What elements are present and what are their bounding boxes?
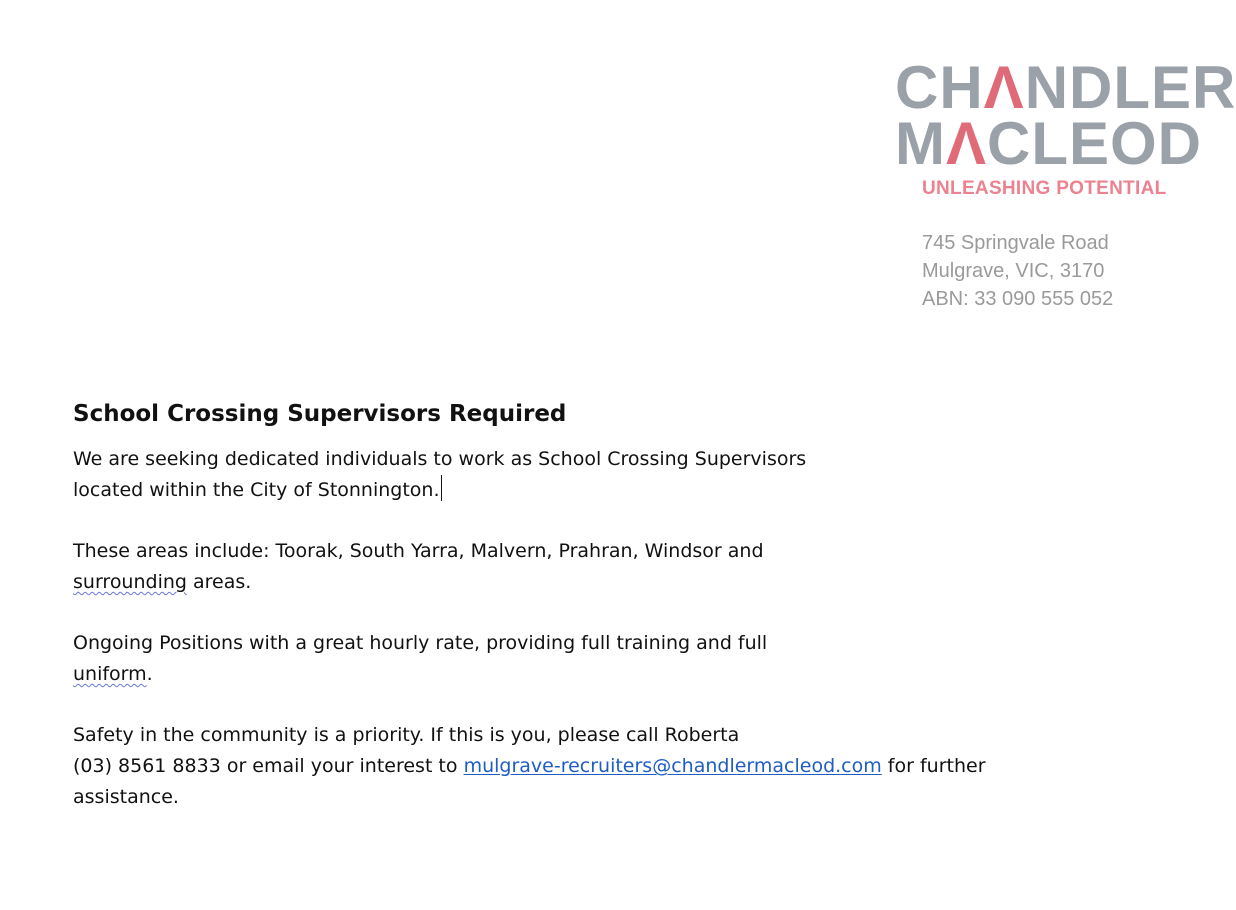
paragraph-line: [73, 567, 1113, 598]
paragraph-text: areas.: [186, 571, 252, 593]
letter-body[interactable]: [73, 394, 1113, 843]
logo-accent-chevron: Λ: [945, 110, 988, 177]
text-cursor: [441, 475, 442, 501]
logo-text: CH: [895, 54, 984, 121]
paragraph-text: (03) 8561 8833 or email your interest to: [73, 755, 464, 777]
logo-text: NDLER: [1024, 54, 1236, 121]
email-link[interactable]: mulgrave-recruiters@chandlermacleod.com: [463, 755, 882, 777]
logo-text: M: [895, 110, 946, 177]
logo-accent-chevron: Λ: [983, 54, 1025, 121]
address-city: Mulgrave, VIC, 3170: [922, 260, 1105, 282]
paragraph-line: [73, 659, 1113, 690]
address-abn: ABN: 33 090 555 052: [922, 288, 1114, 310]
paragraph-line: Ongoing Positions with a great hourly rate, providing full training and full: [73, 632, 768, 654]
paragraph-text: .: [146, 663, 153, 685]
paragraph-line: We are seeking dedicated individuals to work as School Crossing Supervisors: [73, 448, 807, 470]
paragraph-text: for further: [881, 755, 986, 777]
company-logo: [895, 54, 1236, 200]
paragraph-line: [73, 475, 1113, 506]
logo-line-macleod: [895, 110, 1203, 177]
paragraph-intro: [73, 444, 1113, 506]
document-title: School Crossing Supervisors Required: [73, 401, 567, 427]
logo-tagline: UNLEASHING POTENTIAL: [922, 178, 1167, 199]
logo-line-chandler: [895, 54, 1236, 121]
paragraph-line: assistance.: [73, 786, 179, 808]
address-street: 745 Springvale Road: [922, 232, 1109, 254]
paragraph-positions: [73, 628, 1113, 690]
paragraph-line: These areas include: Toorak, South Yarra, Malvern, Prahran, Windsor and: [73, 540, 764, 562]
paragraph-contact: [73, 720, 1113, 813]
logo-text: CLEOD: [987, 110, 1203, 177]
paragraph-line: [73, 751, 1113, 782]
spellcheck-word[interactable]: uniform: [73, 663, 147, 685]
paragraph-text: located within the City of Stonnington.: [73, 479, 440, 501]
company-address: [922, 229, 1113, 313]
paragraph-line: Safety in the community is a priority. If this is you, please call Roberta: [73, 724, 740, 746]
paragraph-areas: [73, 536, 1113, 598]
spellcheck-word[interactable]: surrounding: [73, 571, 187, 593]
